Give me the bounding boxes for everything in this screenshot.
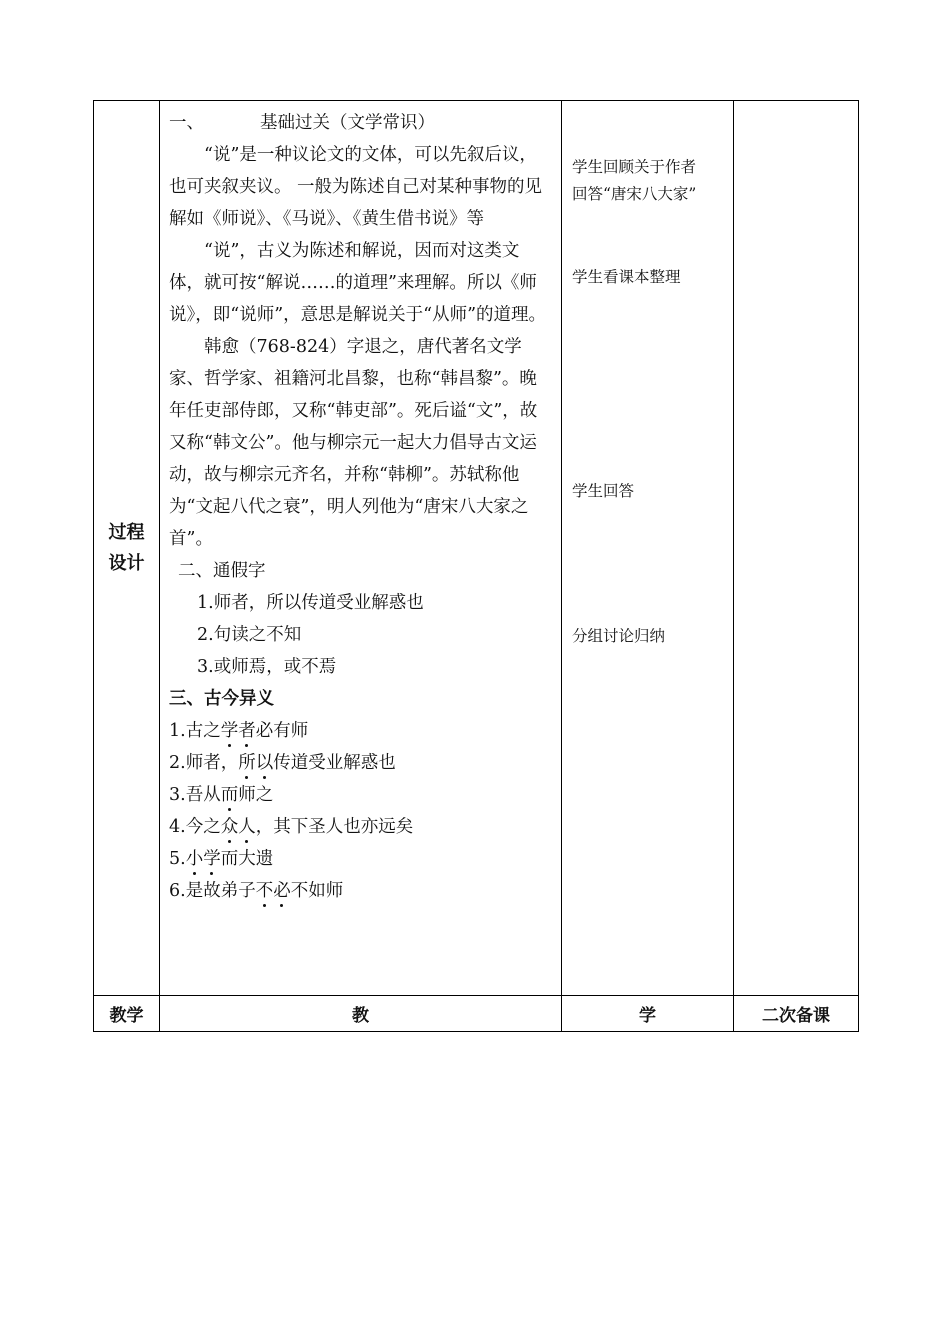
row-label-line1: 过程 <box>108 522 145 543</box>
gujin-item: 4.今之众人，其下圣人也亦远矣 <box>169 817 414 837</box>
teaching-content-cell <box>160 101 562 996</box>
gujin-item: 3.吾从而师之 <box>169 785 274 805</box>
student-note-author: 学生回顾关于作者 回答“唐宋八大家” <box>572 158 697 203</box>
tongjia-item: 3.或师焉，或不焉 <box>197 657 337 677</box>
student-note-group-discussion: 分组讨论归纳 <box>572 627 666 645</box>
gujin-item: 5.小学而大遗 <box>169 849 274 869</box>
row-label-cell <box>94 101 160 996</box>
student-note-textbook: 学生看课本整理 <box>572 268 681 286</box>
footer-row <box>94 996 859 1032</box>
dotted-word: 不必 <box>255 881 291 901</box>
paragraph-han-yu: 韩愈（768-824）字退之，唐代著名文学家、哲学家、祖籍河北昌黎，也称“韩昌黎”。晚年任吏部侍郎，又称“韩吏部”。死后谥“文”，故又称“韩文公”。他与柳宗元一起大力倡导古文运动，故与柳宗元齐名，并称“韩柳”。苏轼称他为“文起八代之衰”，明人列他为“唐宋八大家之首”。 <box>169 337 538 549</box>
section3-heading: 三、古今异义 <box>169 689 274 709</box>
tongjia-item: 1.师者，所以传道受业解惑也 <box>197 593 424 613</box>
paragraph-shuo-meaning: “说”，古义为陈述和解说，因而对这类文体，就可按“解说……的道理”来理解。所以《师说》，即“说师”，意思是解说关于“从师”的道理。 <box>169 241 547 325</box>
lesson-plan-table <box>93 100 859 1032</box>
process-design-row <box>94 101 859 996</box>
dotted-word: 学者 <box>220 721 256 741</box>
footer-second-prep-label: 二次备课 <box>734 996 859 1032</box>
second-preparation-cell <box>734 101 859 996</box>
gujin-item: 1.古之学者必有师 <box>169 721 309 741</box>
section1-title: 基础过关（文学常识） <box>260 113 435 133</box>
dotted-word: 小学 <box>185 849 221 869</box>
student-note-answer: 学生回答 <box>572 482 635 500</box>
gujin-item: 6.是故弟子不必不如师 <box>169 881 344 901</box>
gujin-item: 2.师者，所以传道受业解惑也 <box>169 753 396 773</box>
dotted-word: 众人 <box>220 817 256 837</box>
row-label-line2: 设计 <box>108 553 145 574</box>
section1-number: 一、 <box>169 113 204 133</box>
paragraph-shuo-genre: “说”是一种议论文的文体，可以先叙后议，也可夹叙夹议。 一般为陈述自己对某种事物的见解如《师说》、《马说》、《黄生借书说》等 <box>169 145 543 229</box>
section2-heading: 二、通假字 <box>178 561 266 581</box>
footer-teach-label: 教 <box>160 996 562 1032</box>
footer-teaching-label: 教学 <box>94 996 160 1032</box>
dotted-word: 而 <box>220 785 239 805</box>
tongjia-item: 2.句读之不知 <box>197 625 302 645</box>
dotted-word: 所以 <box>238 753 274 773</box>
student-activity-cell <box>562 101 734 996</box>
section1-heading <box>169 107 553 139</box>
footer-learn-label: 学 <box>562 996 734 1032</box>
